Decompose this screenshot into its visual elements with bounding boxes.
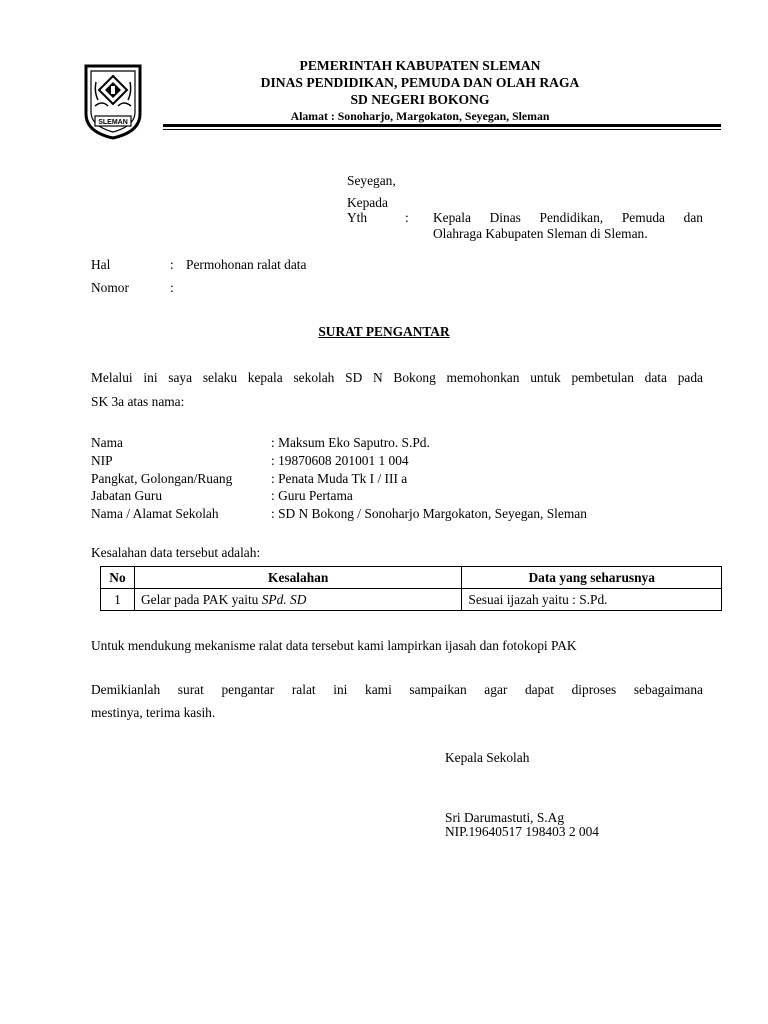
- table-row: [101, 589, 722, 611]
- closing-line-1: Demikianlah surat pengantar ralat ini kami sampaikan agar dapat diproses sebagaimana: [91, 682, 703, 697]
- header-line-1: PEMERINTAH KABUPATEN SLEMAN: [299, 58, 541, 73]
- recipient-line-1: Kepala Dinas Pendidikan, Pemuda dan: [433, 210, 703, 225]
- hal-colon: :: [170, 257, 174, 272]
- field-value-jabatan: : Guru Pertama: [271, 488, 353, 503]
- header-rule-thick: [163, 124, 721, 127]
- signature-name: Sri Darumastuti, S.Ag: [445, 810, 565, 825]
- recipient-line-2: Olahraga Kabupaten Sleman di Sleman.: [433, 226, 648, 241]
- header-address: Alamat : Sonoharjo, Margokaton, Seyegan, Sleman: [290, 109, 550, 123]
- closing-line-2: mestinya, terima kasih.: [91, 705, 216, 720]
- signature-role: Kepala Sekolah: [445, 750, 530, 765]
- field-value-sekolah: : SD N Bokong / Sonoharjo Margokaton, Seyegan, Sleman: [271, 506, 587, 521]
- header-rule-thin: [163, 129, 721, 130]
- field-value-nip: : 19870608 201001 1 004: [271, 453, 409, 468]
- kesalahan-prefix: Gelar pada PAK yaitu: [140, 591, 262, 607]
- hal-value: Permohonan ralat data: [186, 257, 307, 272]
- field-label-nama: Nama: [91, 435, 123, 450]
- field-value-pangkat: : Penata Muda Tk I / III a: [271, 471, 408, 486]
- kepada-label: Kepada: [347, 195, 388, 210]
- nomor-label: Nomor: [91, 280, 129, 295]
- field-value-nama: : Maksum Eko Saputro. S.Pd.: [271, 435, 430, 450]
- table-header-no: No: [101, 567, 135, 589]
- table-header-kesalahan: Kesalahan: [134, 567, 461, 589]
- table-header-row: [101, 567, 722, 589]
- sleman-logo: [82, 62, 144, 140]
- table-cell-benar: Sesuai ijazah yaitu : S.Pd.: [462, 589, 722, 611]
- table-cell-kesalahan: [134, 589, 461, 611]
- yth-label: Yth: [347, 210, 368, 225]
- intro-line-1: Melalui ini saya selaku kepala sekolah SD N Bokong memohonkan untuk pembetulan data pada: [91, 370, 703, 385]
- table-header-benar: Data yang seharusnya: [462, 567, 722, 589]
- error-table: [100, 566, 722, 611]
- kesalahan-italic: SPd. SD: [261, 591, 307, 607]
- hal-label: Hal: [91, 257, 111, 272]
- field-label-jabatan: Jabatan Guru: [91, 488, 163, 503]
- header-line-2: DINAS PENDIDIKAN, PEMUDA DAN OLAH RAGA: [260, 75, 580, 90]
- support-text: Untuk mendukung mekanisme ralat data tersebut kami lampirkan ijasah dan fotokopi PAK: [91, 638, 577, 653]
- signature-nip: NIP.19640517 198403 2 004: [445, 824, 599, 839]
- nomor-colon: :: [170, 280, 174, 295]
- intro-line-2: SK 3a atas nama:: [91, 394, 185, 409]
- letter-title: SURAT PENGANTAR: [318, 324, 450, 339]
- field-label-sekolah: Nama / Alamat Sekolah: [91, 506, 219, 521]
- error-intro: Kesalahan data tersebut adalah:: [91, 545, 261, 560]
- yth-colon: :: [405, 210, 409, 225]
- field-label-nip: NIP: [91, 453, 113, 468]
- field-label-pangkat: Pangkat, Golongan/Ruang: [91, 471, 233, 486]
- header-line-3: SD NEGERI BOKONG: [350, 92, 490, 107]
- place-date: Seyegan,: [347, 173, 396, 188]
- logo-text: SLEMAN: [98, 119, 128, 126]
- table-cell-no: 1: [101, 589, 135, 611]
